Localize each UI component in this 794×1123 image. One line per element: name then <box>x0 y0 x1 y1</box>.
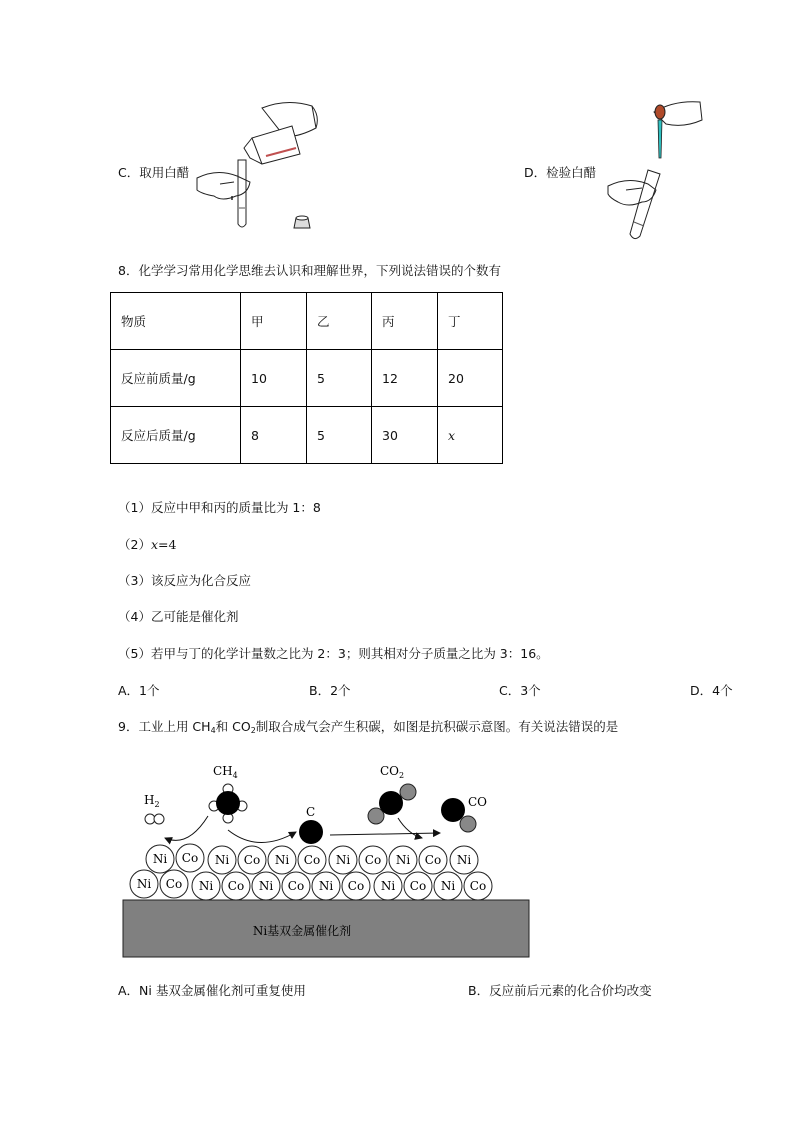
anti-carbon-diagram <box>118 758 538 963</box>
table-row <box>111 293 503 350</box>
co-carbon <box>441 798 465 822</box>
question-8-stem: 8．化学学习常用化学思维去认识和理解世界，下列说法错误的个数有 <box>118 263 501 278</box>
arrow-to-c <box>228 830 296 843</box>
atom-label: Co <box>165 877 183 891</box>
atom-label: Ni <box>214 853 230 867</box>
table-cell: 5 <box>307 350 372 407</box>
option-c-label: C．取用白醋 <box>118 165 190 180</box>
co2-label: $CO_2$ <box>380 764 405 780</box>
c-label: C <box>306 805 316 819</box>
catalyst-label: Ni基双金属催化剂 <box>252 924 352 938</box>
atom-label: Co <box>227 879 245 893</box>
table-row <box>111 407 503 464</box>
test-vinegar-illustration <box>604 98 708 243</box>
option-a-q8: A．1个 <box>118 683 160 698</box>
atom-label: Ni <box>274 853 290 867</box>
ch4-label: $CH_4$ <box>213 764 238 780</box>
co2-oxygen <box>400 784 416 800</box>
carbon-atom <box>299 820 323 844</box>
atom-row-top <box>146 844 478 874</box>
table-cell: 12 <box>372 350 438 407</box>
table-cell: 反应后质量/g <box>111 407 241 464</box>
atom-label: Co <box>243 853 261 867</box>
table-row <box>111 350 503 407</box>
h2-molecule <box>154 814 164 824</box>
atom-label: Ni <box>456 853 472 867</box>
mass-table <box>110 292 503 464</box>
arrow-to-h2 <box>165 816 208 840</box>
atom-label: Co <box>424 853 442 867</box>
option-b-q9: B．反应前后元素的化合价均改变 <box>468 983 652 998</box>
stem-text: 和 CO <box>215 719 251 734</box>
atom-label: Ni <box>335 853 351 867</box>
table-cell: 甲 <box>241 293 307 350</box>
statement-2-value: =4 <box>158 537 177 552</box>
arrow-co2 <box>398 818 422 838</box>
statement-5: （5）若甲与丁的化学计量数之比为 2：3；则其相对分子质量之比为 3：16。 <box>118 646 549 661</box>
statement-2-prefix: （2） <box>118 537 151 552</box>
statement-2 <box>118 535 176 553</box>
option-b-q8: B．2个 <box>309 683 351 698</box>
table-cell: 10 <box>241 350 307 407</box>
table-cell: 物质 <box>111 293 241 350</box>
option-d-q8: D．4个 <box>690 683 733 698</box>
atom-label: Ni <box>395 853 411 867</box>
atom-label: Ni <box>258 879 274 893</box>
table-cell: 30 <box>372 407 438 464</box>
stem-subscript: 4 <box>210 726 216 735</box>
table-cell: x <box>438 407 503 464</box>
arrow-to-co <box>330 833 440 835</box>
stem-subscript: 2 <box>250 726 256 735</box>
co-label: CO <box>468 795 488 809</box>
option-d-label: D．检验白醋 <box>524 165 597 180</box>
table-cell: 丙 <box>372 293 438 350</box>
atom-label: Co <box>409 879 427 893</box>
atom-label: Co <box>181 851 199 865</box>
h2-label: $H_2$ <box>144 793 160 809</box>
table-cell: 20 <box>438 350 503 407</box>
atom-label: Ni <box>198 879 214 893</box>
atom-label: Ni <box>318 879 334 893</box>
statement-3: （3）该反应为化合反应 <box>118 573 251 588</box>
atom-row-bottom <box>130 870 492 900</box>
table-cell: 反应前质量/g <box>111 350 241 407</box>
atom-label: Co <box>364 853 382 867</box>
atom-label: Co <box>287 879 305 893</box>
co2-carbon <box>379 791 403 815</box>
stem-text: 制取合成气会产生积碳，如图是抗积碳示意图。有关说法错误的是 <box>255 719 619 734</box>
atom-label: Ni <box>136 877 152 891</box>
ch4-carbon <box>216 791 240 815</box>
statement-4: （4）乙可能是催化剂 <box>118 609 239 624</box>
atom-label: Co <box>469 879 487 893</box>
option-a-q9: A．Ni 基双金属催化剂可重复使用 <box>118 983 306 998</box>
option-c-q8: C．3个 <box>499 683 541 698</box>
pour-vinegar-illustration <box>192 98 322 233</box>
table-cell: 丁 <box>438 293 503 350</box>
question-9-stem <box>118 717 618 735</box>
statement-2-variable: x <box>150 537 159 552</box>
atom-label: Co <box>347 879 365 893</box>
atom-label: Ni <box>440 879 456 893</box>
table-cell: 乙 <box>307 293 372 350</box>
atom-label: Co <box>303 853 321 867</box>
atom-label: Ni <box>152 852 168 866</box>
statement-1: （1）反应中甲和丙的质量比为 1：8 <box>118 500 321 515</box>
co-oxygen <box>460 816 476 832</box>
table-cell: 5 <box>307 407 372 464</box>
table-cell: 8 <box>241 407 307 464</box>
stem-text: 9．工业上用 CH <box>118 719 211 734</box>
atom-label: Ni <box>380 879 396 893</box>
